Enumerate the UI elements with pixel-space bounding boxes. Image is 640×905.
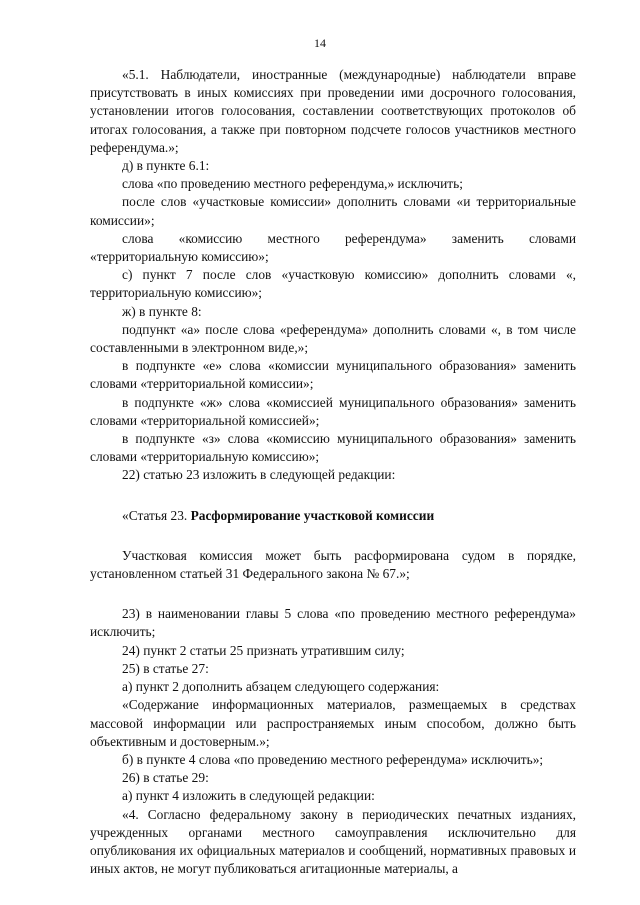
paragraph: в подпункте «з» слова «комиссию муниципального образования» заменить словами «территориальную комиссию»; (90, 431, 576, 465)
paragraph: в подпункте «е» слова «комиссии муниципального образования» заменить словами «территориальной комиссии»; (90, 358, 576, 392)
paragraph: а) пункт 4 изложить в следующей редакции: (122, 788, 375, 804)
article-heading (90, 507, 576, 525)
page-number: 14 (314, 36, 326, 50)
paragraph: б) в пункте 4 слова «по проведению местного референдума» исключить»; (122, 751, 544, 767)
paragraph: «5.1. Наблюдатели, иностранные (международные) наблюдатели вправе присутствовать в иных комиссиях при проведении ими досрочного голосования, установлении итогов голосования, составлении соответствующих протоколов об итогах голосования, а также при повторном подсчете голосов участников местного референдума.»; (90, 67, 576, 155)
paragraph: слова «по проведению местного референдума,» исключить; (122, 176, 463, 192)
paragraph: слова «комиссию местного референдума» заменить словами «территориальную комиссию»; (90, 230, 576, 265)
paragraph: «4. Согласно федеральному закону в периодических печатных изданиях, учрежденных органами местного самоуправления исключительно для опубликования их официальных материалов и сообщений, нормативных правовых и иных актов, не могут публиковаться агитационные материалы, а (90, 806, 576, 877)
paragraph: ж) в пункте 8: (122, 303, 202, 319)
paragraph: а) пункт 2 дополнить абзацем следующего содержания: (122, 679, 440, 695)
paragraph: 22) статью 23 изложить в следующей редакции: (122, 467, 396, 483)
article-heading-title: Расформирование участковой комиссии (190, 507, 435, 523)
paragraph: в подпункте «ж» слова «комиссией муниципального образования» заменить словами «территориальной комиссией»; (90, 394, 576, 428)
paragraph: подпункт «а» после слова «референдума» дополнить словами «, в том числе составленными в электронном виде,»; (90, 321, 576, 356)
paragraph: после слов «участковые комиссии» дополнить словами «и территориальные комиссии»; (90, 194, 576, 228)
paragraph: 23) в наименовании главы 5 слова «по проведению местного референдума» исключить; (90, 606, 576, 640)
paragraph: «Содержание информационных материалов, размещаемых в средствах массовой информации или распространяемых иным способом, должно быть объективным и достоверным.»; (90, 697, 576, 749)
article-heading-prefix: «Статья 23. (122, 507, 191, 523)
document-body (90, 66, 576, 878)
article-body: Участковая комиссия может быть расформирована судом в порядке, установленном статьей 31 Федерального закона № 67.»; (90, 547, 576, 582)
paragraph: д) в пункте 6.1: (122, 158, 210, 174)
paragraph: 24) пункт 2 статьи 25 признать утратившим силу; (122, 642, 405, 658)
paragraph: 26) в статье 29: (122, 770, 209, 786)
paragraph: 25) в статье 27: (122, 660, 209, 676)
paragraph: с) пункт 7 после слов «участковую комиссию» дополнить словами «, территориальную комиссию»; (90, 267, 576, 301)
